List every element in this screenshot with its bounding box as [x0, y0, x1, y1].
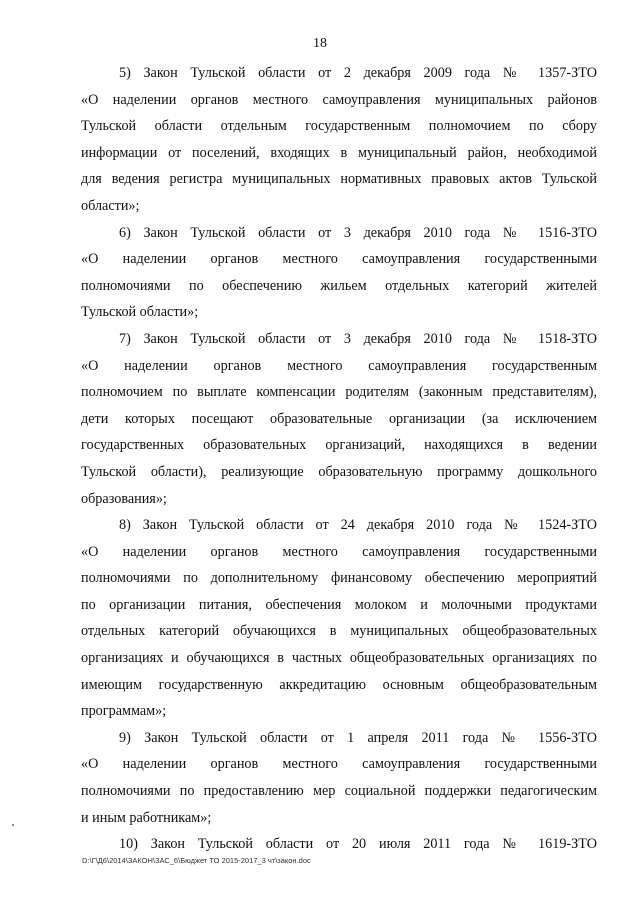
text-line: полномочиями по обеспечению жильем отдельных категорий жителей — [81, 277, 597, 294]
text-line: 6) Закон Тульской области от 3 декабря 2010 года № 1516-ЗТО — [119, 224, 597, 241]
text-line: области»; — [81, 197, 140, 214]
text-line: информации от поселений, входящих в муниципальный район, необходимой — [81, 144, 597, 161]
scan-speck — [12, 824, 14, 826]
text-line: и иным работникам»; — [81, 809, 212, 826]
text-line: отдельных категорий обучающихся в муниципальных общеобразовательных — [81, 623, 597, 640]
text-line: 10) Закон Тульской области от 20 июля 2011 года № 1619-ЗТО — [119, 836, 597, 853]
text-line: «О наделении органов местного самоуправления государственными — [81, 756, 597, 773]
text-line: 7) Закон Тульской области от 3 декабря 2010 года № 1518-ЗТО — [119, 330, 597, 347]
text-line: Тульской области), реализующие образовательную программу дошкольного — [81, 463, 597, 480]
text-line: «О наделении органов местного самоуправления государственными — [81, 251, 597, 268]
text-line: государственных образовательных организаций, находящихся в ведении — [81, 437, 597, 454]
text-line: «О наделении органов местного самоуправления государственным — [81, 357, 597, 374]
page-number: 18 — [313, 36, 327, 51]
text-line: образования»; — [81, 490, 167, 507]
text-line: программам»; — [81, 703, 167, 720]
text-line: «О наделении органов местного самоуправления государственными — [81, 543, 597, 560]
text-line: дети которых посещают образовательные организации (за исключением — [81, 410, 597, 427]
text-line: полномочием по выплате компенсации родителям (законным представителям), — [81, 384, 597, 401]
text-line: полномочиями по дополнительному финансовому обеспечению мероприятий — [81, 570, 597, 587]
text-line: полномочиями по предоставлению мер социальной поддержки педагогическим — [81, 783, 597, 800]
text-line: Тульской области отдельным государственным полномочием по сбору — [81, 118, 597, 135]
text-line: 5) Закон Тульской области от 2 декабря 2009 года № 1357-ЗТО — [119, 65, 597, 81]
text-line: Тульской области»; — [81, 304, 199, 321]
text-line: организациях и обучающихся в частных общеобразовательных организациях по — [81, 650, 597, 667]
text-line: по организации питания, обеспечения молоком и молочными продуктами — [81, 596, 597, 613]
text-line: 9) Закон Тульской области от 1 апреля 2011 года № 1556-ЗТО — [119, 729, 597, 746]
file-path-footer: D:\Г\Д6\2014\ЗАКОН\ЗАС_6\Бюджет ТО 2015-2017_3 чт\закон.doc — [82, 856, 311, 865]
text-line: 8) Закон Тульской области от 24 декабря 2010 года № 1524-ЗТО — [119, 517, 597, 534]
text-line: «О наделении органов местного самоуправления муниципальных районов — [81, 91, 597, 108]
body-text — [81, 60, 597, 858]
text-line: имеющим государственную аккредитацию основным общеобразовательным — [81, 676, 597, 693]
text-line: для ведения регистра муниципальных нормативных правовых актов Тульской — [81, 171, 597, 188]
